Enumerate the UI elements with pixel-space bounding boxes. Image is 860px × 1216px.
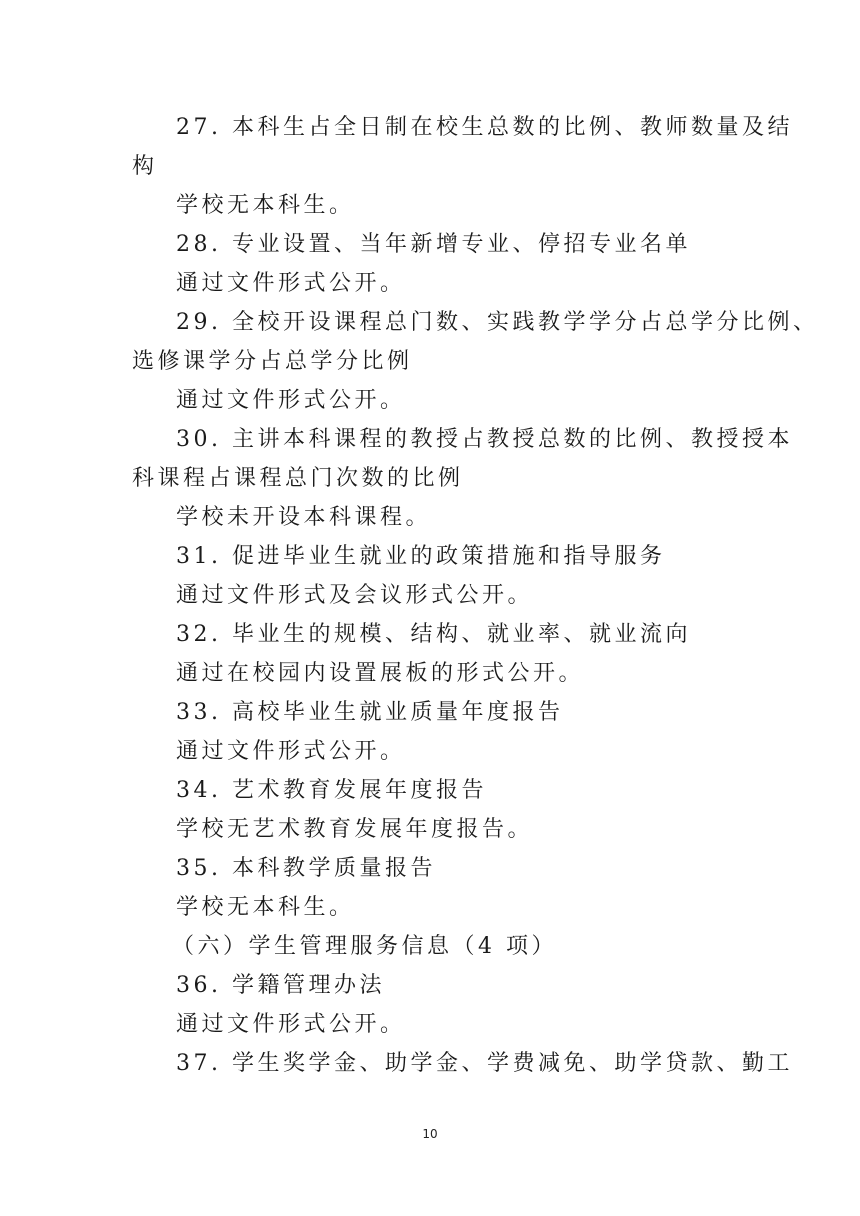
item-31-answer: 通过文件形式及会议形式公开。 — [176, 583, 534, 608]
item-29-answer: 通过文件形式公开。 — [176, 388, 406, 413]
document-body — [132, 108, 819, 1083]
item-30-heading-line-1: 30. 主讲本科课程的教授占教授总数的比例、教授授本 — [176, 427, 793, 452]
item-27-heading-line-1: 27. 本科生占全日制在校生总数的比例、教师数量及结 — [176, 115, 793, 140]
item-36-answer: 通过文件形式公开。 — [176, 1012, 406, 1037]
section-heading-6: （六）学生管理服务信息（4 项） — [172, 934, 557, 959]
item-36-heading: 36. 学籍管理办法 — [176, 973, 385, 998]
item-33-answer: 通过文件形式公开。 — [176, 739, 406, 764]
item-34-answer: 学校无艺术教育发展年度报告。 — [176, 817, 534, 842]
item-27-answer: 学校无本科生。 — [176, 193, 355, 218]
item-30-heading-line-2: 科课程占课程总门次数的比例 — [132, 466, 464, 491]
item-27-heading-line-2: 构 — [132, 154, 158, 179]
item-28-answer: 通过文件形式公开。 — [176, 271, 406, 296]
item-32-answer: 通过在校园内设置展板的形式公开。 — [176, 661, 585, 686]
item-32-heading: 32. 毕业生的规模、结构、就业率、就业流向 — [176, 622, 691, 647]
item-29-heading-line-1: 29. 全校开设课程总门数、实践教学学分占总学分比例、 — [176, 310, 819, 335]
item-28-heading: 28. 专业设置、当年新增专业、停招专业名单 — [176, 232, 691, 257]
item-30-answer: 学校未开设本科课程。 — [176, 505, 432, 530]
item-34-heading: 34. 艺术教育发展年度报告 — [176, 778, 487, 803]
item-35-heading: 35. 本科教学质量报告 — [176, 856, 436, 881]
item-31-heading: 31. 促进毕业生就业的政策措施和指导服务 — [176, 544, 666, 569]
item-35-answer: 学校无本科生。 — [176, 895, 355, 920]
page-number: 10 — [422, 1127, 438, 1141]
item-37-heading-line-1: 37. 学生奖学金、助学金、学费减免、助学贷款、勤工 — [176, 1051, 793, 1076]
item-29-heading-line-2: 选修课学分占总学分比例 — [132, 349, 413, 374]
item-33-heading: 33. 高校毕业生就业质量年度报告 — [176, 700, 564, 725]
